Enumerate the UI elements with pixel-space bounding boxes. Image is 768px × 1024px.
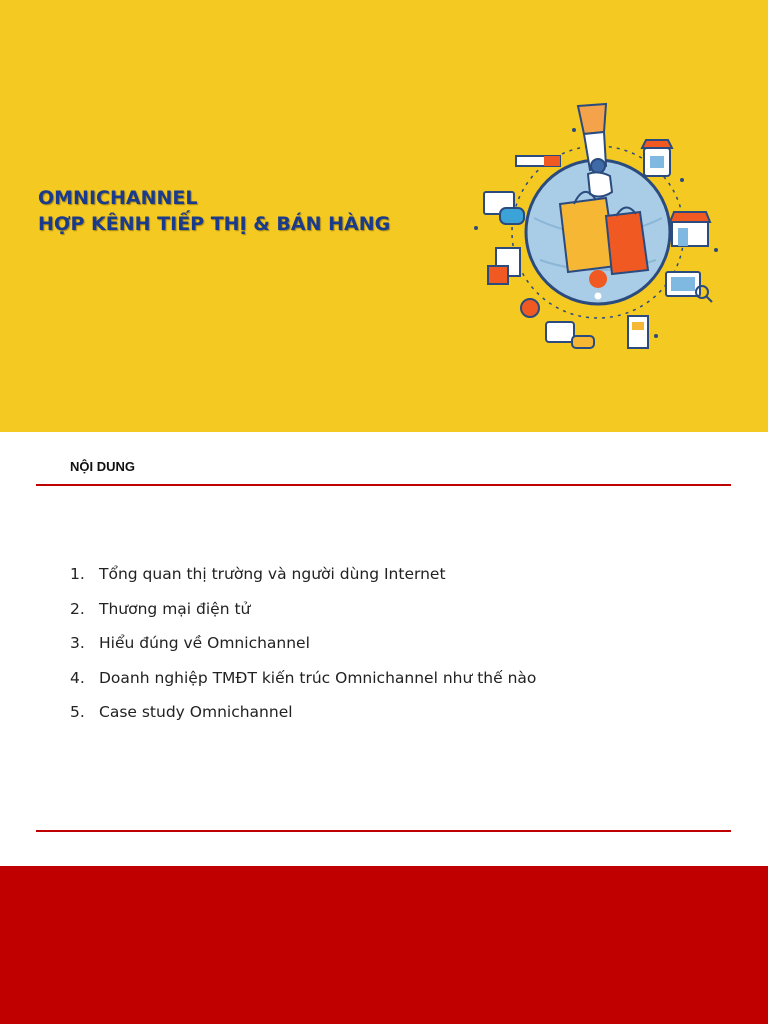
section-label: NỘI DUNG — [70, 459, 135, 474]
divider-bottom — [36, 830, 731, 832]
title-banner — [0, 0, 768, 432]
toc-item — [70, 562, 536, 597]
toc-item-number: 2. — [70, 599, 85, 618]
toc-item-number: 1. — [70, 565, 85, 583]
toc-item — [70, 700, 536, 735]
divider-top — [36, 484, 731, 486]
title-line-1: OMNICHANNEL — [38, 187, 198, 209]
toc-item — [70, 597, 536, 632]
title-line-2: HỢP KÊNH TIẾP THỊ & BÁN HÀNG — [38, 213, 391, 235]
table-of-contents — [70, 562, 536, 735]
toc-item-number: 4. — [70, 668, 85, 687]
toc-item-text: Case study Omnichannel — [99, 703, 293, 721]
toc-item-number: 3. — [70, 634, 85, 652]
toc-item-number: 5. — [70, 703, 85, 721]
footer-band — [0, 866, 768, 1024]
toc-item-text: Hiểu đúng về Omnichannel — [99, 634, 310, 652]
toc-item — [70, 631, 536, 666]
page-title — [38, 185, 390, 237]
toc-item-text: Tổng quan thị trường và người dùng Internet — [99, 565, 446, 583]
toc-item-text: Doanh nghiệp TMĐT kiến trúc Omnichannel như thế nào — [99, 668, 537, 687]
toc-item-text: Thương mại điện tử — [99, 599, 251, 618]
toc-item — [70, 666, 536, 701]
shopping-omnichannel-illustration-icon — [456, 100, 736, 360]
